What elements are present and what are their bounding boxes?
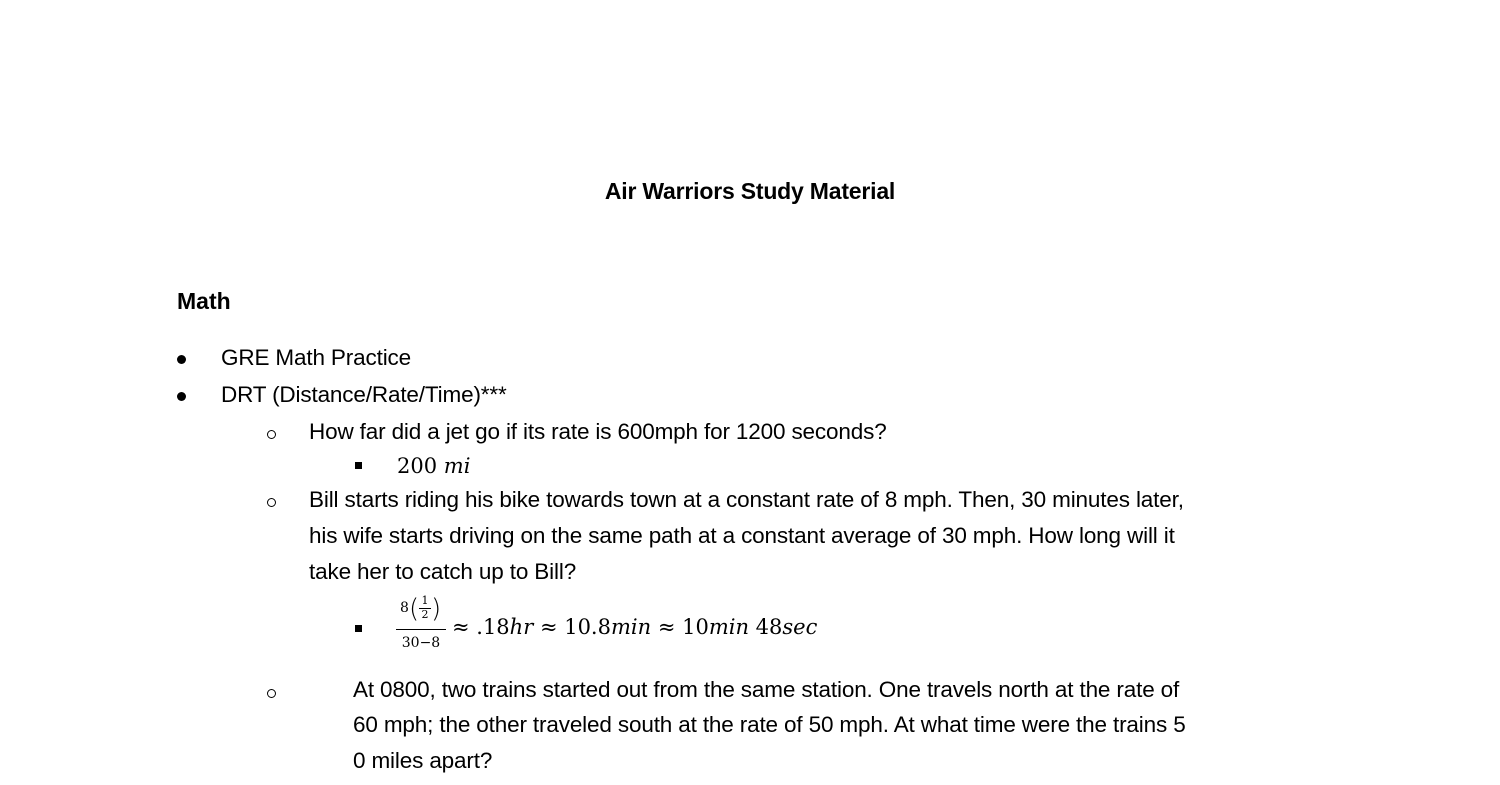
bullet-circle-icon [267,430,276,439]
bullet-circle-icon [267,498,276,507]
question-jet-distance: How far did a jet go if its rate is 600mph for 1200 seconds? [309,419,887,444]
fraction-coef: 8 [400,600,409,616]
list-item-gre-math-practice: GRE Math Practice [221,345,412,370]
bullet-square-icon [355,462,362,469]
question-trains-line-2: 60 mph; the other traveled south at the rate of 50 mph. At what time were the trains 5 [353,712,1186,737]
question-bill-line-3: take her to catch up to Bill? [309,559,577,584]
document-title: Air Warriors Study Material [604,178,896,204]
question-trains-line-1: At 0800, two trains started out from the same station. One travels north at the rate of [353,677,1180,702]
question-trains-line-3: 0 miles apart? [353,748,493,773]
question-bill-line-2: his wife starts driving on the same path at a constant average of 30 mph. How long will it [309,523,1175,548]
bullet-dot-icon [177,355,186,364]
paren-left: ( [409,594,420,624]
bullet-square-icon [355,625,362,632]
unit-hr: hr [509,615,534,639]
unit-min-2: min [708,615,749,639]
bullet-dot-icon [177,392,186,401]
value-48: 48 [755,615,783,639]
bullet-circle-icon [267,689,276,698]
question-bill-line-1: Bill starts riding his bike towards town at a constant rate of 8 mph. Then, 30 minutes later, [309,487,1184,512]
approx-1: ≈ .18 [452,615,510,639]
approx-3: ≈ 10 [657,615,709,639]
paren-right: ) [431,594,442,624]
half-top: 1 [421,594,429,607]
unit-min-1: min [610,615,652,639]
answer-approximations [452,615,817,639]
answer-unit: mi [443,454,471,478]
fraction-denominator: 30−8 [401,635,441,651]
list-item-drt: DRT (Distance/Rate/Time)*** [221,382,507,407]
unit-sec: sec [782,615,818,639]
answer-number: 200 [397,454,438,478]
fraction-bar [396,629,446,630]
section-heading-math: Math [177,288,231,314]
approx-2: ≈ 10.8 [539,615,611,639]
half-bottom: 2 [421,608,429,621]
answer-fraction [396,594,446,658]
answer-jet-distance [397,454,470,478]
